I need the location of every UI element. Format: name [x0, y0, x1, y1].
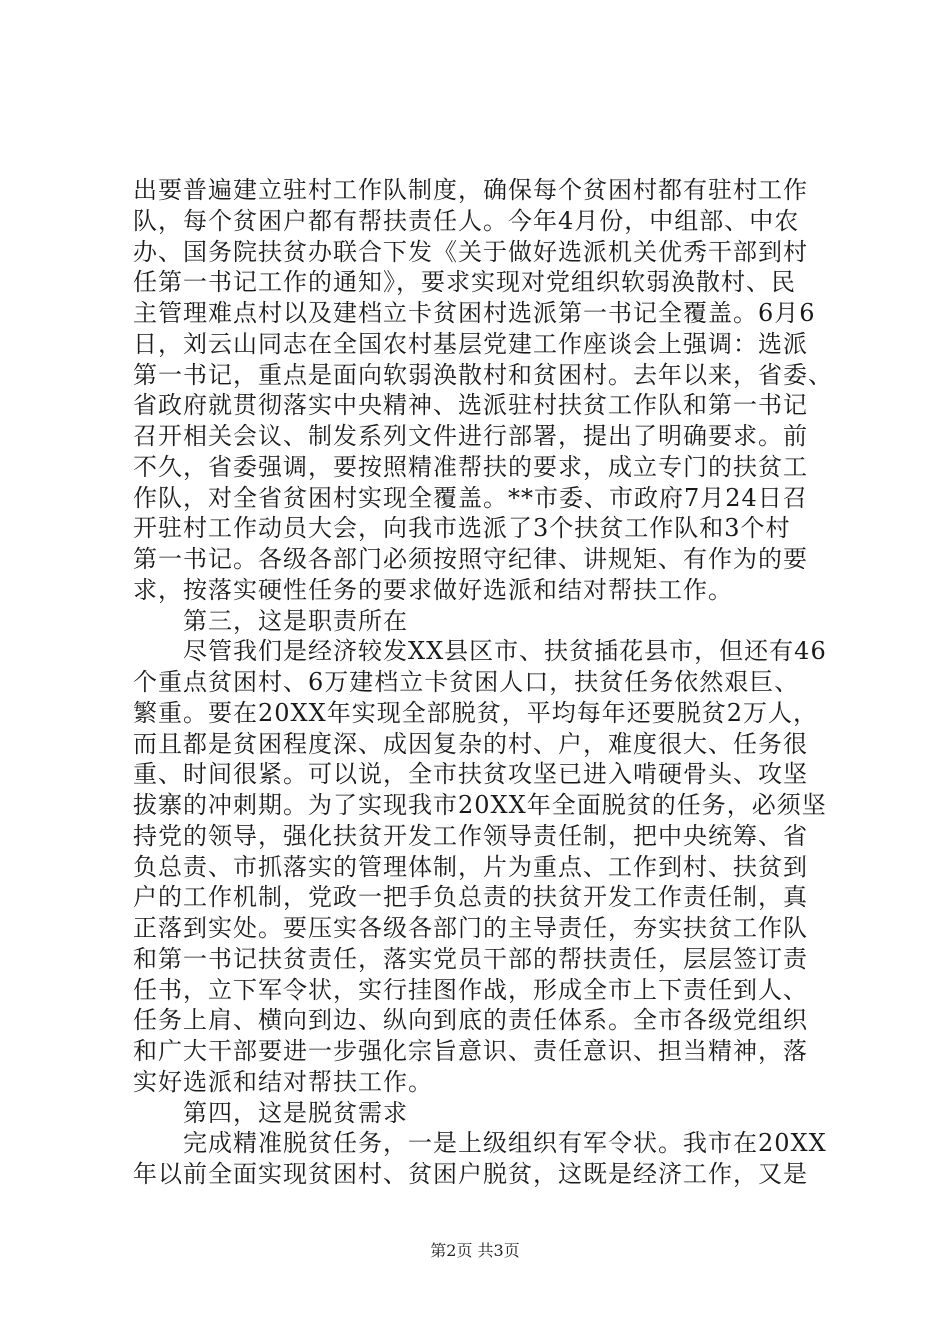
body-text-line: 第一书记。各级各部门必须按照守纪律、讲规矩、有作为的要 — [133, 545, 808, 573]
body-text-line: 和第一书记扶贫责任，落实党员干部的帮扶责任，层层签订责 — [133, 945, 808, 973]
body-text-line: 作队，对全省贫困村实现全覆盖。**市委、市政府7月24日召 — [133, 484, 808, 512]
body-text-line: 实好选派和结对帮扶工作。 — [133, 1068, 433, 1096]
body-text-line: 队，每个贫困户都有帮扶责任人。今年4月份，中组部、中农 — [133, 207, 800, 235]
body-text-line: 日，刘云山同志在全国农村基层党建工作座谈会上强调：选派 — [133, 330, 808, 358]
body-text-line: 重、时间很紧。可以说，全市扶贫攻坚已进入啃硬骨头、攻坚 — [133, 760, 808, 788]
page-footer: 第2页 共3页 — [430, 1241, 520, 1260]
body-text-line: 和广大干部要进一步强化宗旨意识、责任意识、担当精神，落 — [133, 1037, 808, 1065]
body-text-line: 主管理难点村以及建档立卡贫困村选派第一书记全覆盖。6月6 — [133, 299, 816, 327]
body-text-line: 持党的领导，强化扶贫开发工作领导责任制，把中央统筹、省 — [133, 822, 808, 850]
body-text-line: 负总责、市抓落实的管理体制，片为重点、工作到村、扶贫到 — [133, 853, 808, 881]
body-text-line: 户的工作机制，党政一把手负总责的扶贫开发工作责任制，真 — [133, 883, 808, 911]
body-text-line: 第一书记，重点是面向软弱涣散村和贫困村。去年以来，省委、 — [133, 361, 833, 389]
body-text-line: 求，按落实硬性任务的要求做好选派和结对帮扶工作。 — [133, 576, 733, 604]
section-heading: 第三，这是职责所在 — [133, 607, 408, 635]
body-text-line: 办、国务院扶贫办联合下发《关于做好选派机关优秀干部到村 — [133, 238, 808, 266]
body-text-line: 而且都是贫困程度深、成因复杂的村、户，难度很大、任务很 — [133, 730, 808, 758]
body-text-line: 正落到实处。要压实各级各部门的主导责任，夯实扶贫工作队 — [133, 914, 808, 942]
body-text-line: 不久，省委强调，要按照精准帮扶的要求，成立专门的扶贫工 — [133, 453, 808, 481]
body-text-line: 开驻村工作动员大会，向我市选派了3个扶贫工作队和3个村 — [133, 514, 791, 542]
body-text-line: 个重点贫困村、6万建档立卡贫困人口，扶贫任务依然艰巨、 — [133, 668, 800, 696]
body-text-line: 尽管我们是经济较发XX县区市、扶贫插花县市，但还有46 — [133, 637, 827, 665]
body-text-line: 省政府就贯彻落实中央精神、选派驻村扶贫工作队和第一书记 — [133, 391, 808, 419]
body-text-line: 任务上肩、横向到边、纵向到底的责任体系。全市各级党组织 — [133, 1006, 808, 1034]
body-text-line: 任第一书记工作的通知》，要求实现对党组织软弱涣散村、民 — [133, 268, 796, 296]
body-text-line: 拔寨的冲刺期。为了实现我市20XX年全面脱贫的任务，必须坚 — [133, 791, 827, 819]
section-heading: 第四，这是脱贫需求 — [133, 1099, 408, 1127]
body-text-line: 召开相关会议、制发系列文件进行部署，提出了明确要求。前 — [133, 422, 808, 450]
body-text-line: 任书，立下军令状，实行挂图作战，形成全市上下责任到人、 — [133, 976, 808, 1004]
body-text-line: 出要普遍建立驻村工作队制度，确保每个贫困村都有驻村工作 — [133, 176, 808, 204]
body-text-line: 年以前全面实现贫困村、贫困户脱贫，这既是经济工作，又是 — [133, 1160, 808, 1188]
body-text-line: 完成精准脱贫任务，一是上级组织有军令状。我市在20XX — [133, 1129, 827, 1157]
body-text-line: 繁重。要在20XX年实现全部脱贫，平均每年还要脱贫2万人， — [133, 699, 818, 727]
